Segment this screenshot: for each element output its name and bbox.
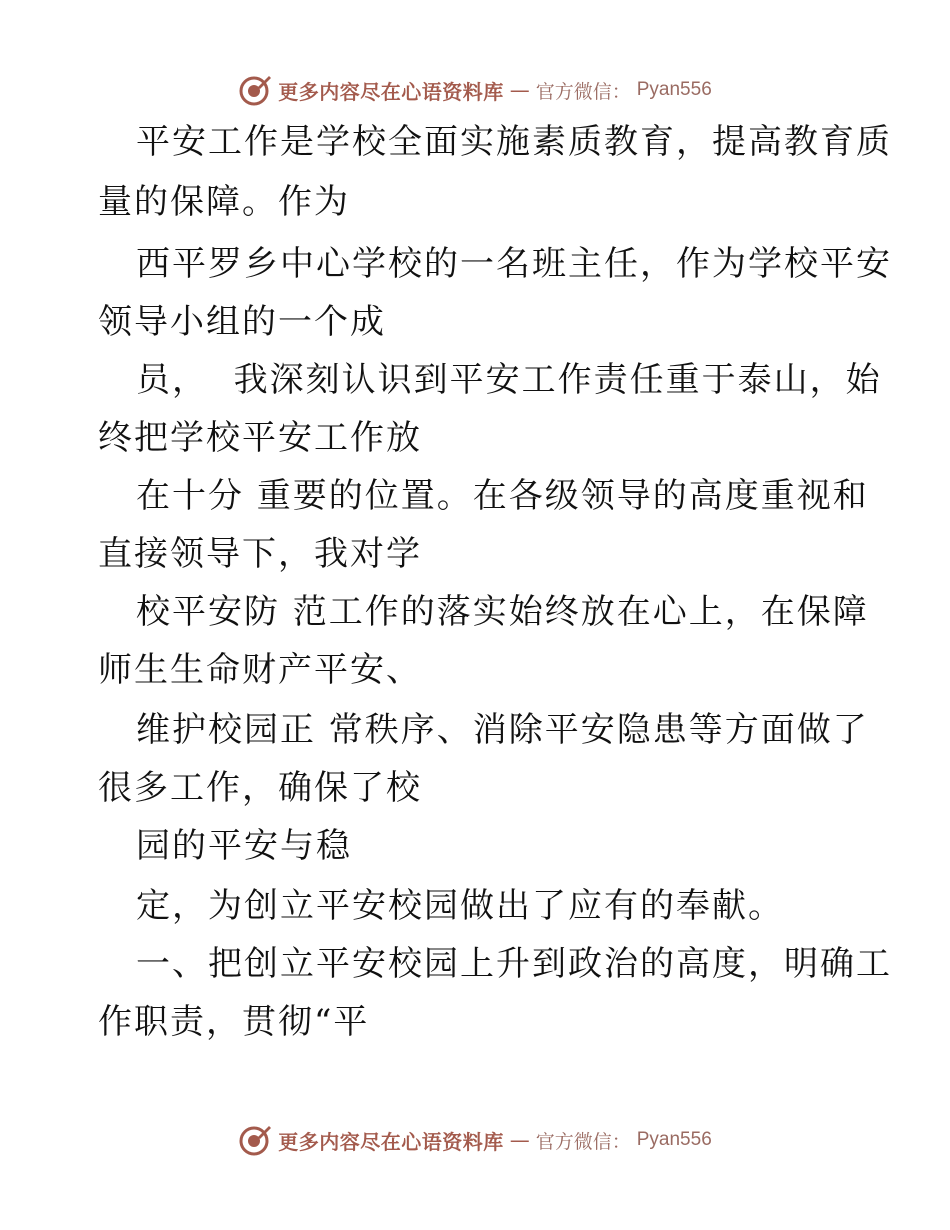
watermark-label: 官方微信： — [535, 1130, 631, 1153]
text-line: 直接领导下，我对学 — [98, 534, 422, 574]
text-line: 维护校园正 常秩序、消除平安隐患等方面做了 — [136, 710, 869, 750]
watermark-separator: — — [509, 78, 530, 102]
text-line: 量的保障。作为 — [98, 182, 350, 222]
pen-logo-icon — [238, 1123, 272, 1157]
watermark-text: 更多内容尽在心语资料库 — [278, 79, 504, 104]
pen-logo-icon — [238, 73, 272, 107]
text-line: 师生生命财产平安、 — [98, 650, 422, 690]
text-line: 很多工作，确保了校 — [98, 768, 422, 808]
text-line: 领导小组的一个成 — [98, 302, 386, 342]
text-line: 定，为创立平安校园做出了应有的奉献。 — [136, 886, 784, 926]
watermark-label: 官方微信： — [535, 80, 631, 103]
text-line: 园的平安与稳 — [136, 826, 352, 866]
text-line: 西平罗乡中心学校的一名班主任，作为学校平安 — [136, 244, 892, 284]
text-line: 在十分 重要的位置。在各级领导的高度重视和 — [136, 476, 869, 516]
text-line: 校平安防 范工作的落实始终放在心上，在保障 — [136, 592, 869, 632]
watermark-wechat-id: Pyan556 — [636, 79, 712, 100]
header-watermark — [0, 70, 950, 110]
watermark-separator: — — [509, 1128, 530, 1152]
watermark-text: 更多内容尽在心语资料库 — [278, 1129, 504, 1154]
text-line: 作职责，贯彻“平 — [98, 1002, 370, 1042]
footer-watermark — [0, 1120, 950, 1160]
watermark-wechat-id: Pyan556 — [636, 1129, 712, 1150]
text-line: 平安工作是学校全面实施素质教育，提高教育质 — [136, 122, 892, 162]
text-line: 终把学校平安工作放 — [98, 418, 422, 458]
text-line: 一、把创立平安校园上升到政治的高度，明确工 — [136, 944, 892, 984]
text-line: 员， 我深刻认识到平安工作责任重于泰山，始 — [136, 360, 882, 400]
